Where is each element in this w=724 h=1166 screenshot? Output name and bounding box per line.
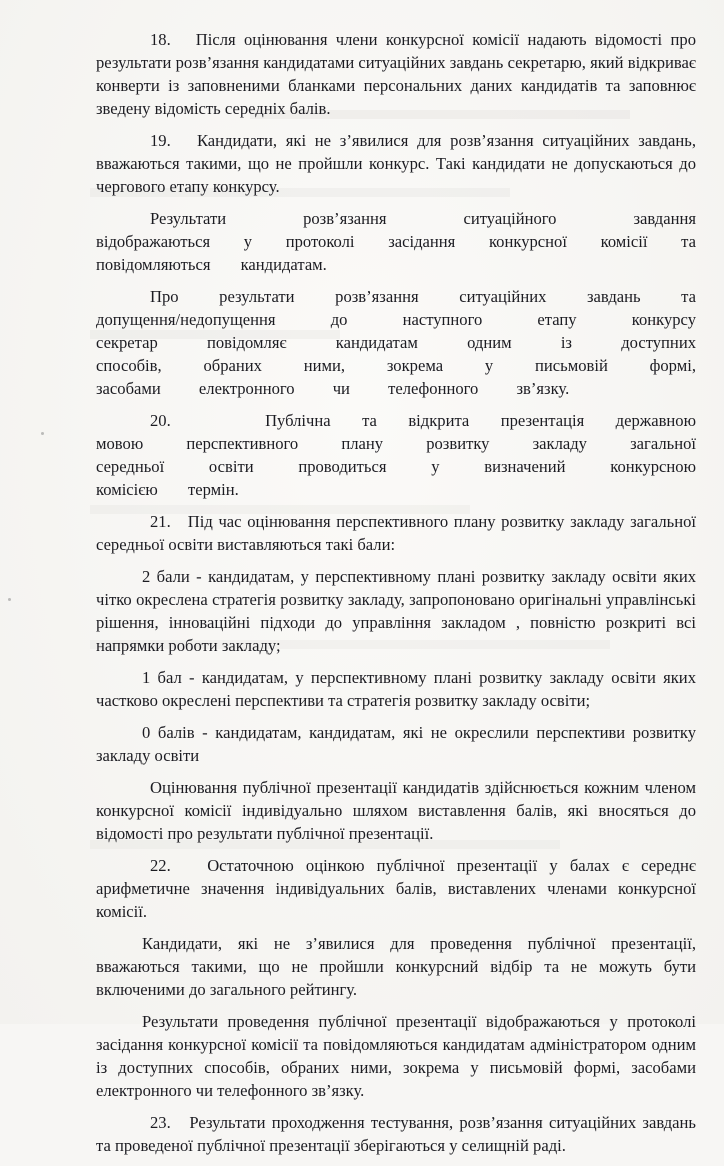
scan-speck [8,598,11,601]
paragraph-21: 21. Під час оцінювання перспективного плану розвитку закладу загальної середньої освіти виставляються такі бали: [96,512,696,554]
paragraph-notification: Про результати розв’язання ситуаційних завдань та допущення/недопущення до наступного етапу конкурсу секретар повідомляє кандидатам одним із доступних способів, обраних ними, зокрема у письмовій формі, засобами електронного чи телефонного зв’язку. [96,287,696,398]
paragraph-situational-results: Результати розв’язання ситуаційного завдання відображаються у протоколі засідання конкурсної комісії та повідомляються кандидатам. [96,209,696,274]
document-body [96,28,696,1166]
paragraph-20: 20. Публічна та відкрита презентація державною мовою перспективного плану розвитку закладу загальної середньої освіти проводиться у визначений конкурсною комісією термін. [96,411,696,499]
scan-speck [41,432,44,435]
paragraph-19: 19. Кандидати, які не з’явилися для розв’язання ситуаційних завдань, вважаються такими, що не пройшли конкурс. Такі кандидати не допускаються до чергового етапу конкурсу. [96,131,696,196]
paragraph-23: 23. Результати проходження тестування, розв’язання ситуаційних завдань та проведеної публічної презентації зберігаються у селищній раді. [96,1113,696,1155]
paragraph-22: 22. Остаточною оцінкою публічної презентації у балах є середнє арифметичне значення індивідуальних балів, виставлених членами конкурсної комісії. [96,856,696,921]
score-0-points: 0 балів - кандидатам, кандидатам, які не окреслили перспективи розвитку закладу освіти [96,723,696,765]
paragraph-presentation-results: Результати проведення публічної презентації відображаються у протоколі засідання конкурсної комісії та повідомляються кандидатам адміністратором одним із доступних способів, обраних ними, зокрема у письмовій формі, засобами електронного чи телефонного зв’язку. [96,1012,696,1100]
score-2-points: 2 бали - кандидатам, у перспективному плані розвитку закладу освіти яких чітко окреслена стратегія розвитку закладу, запропоновано оригінальні управлінські рішення, інноваційні підходи до управління закладом , повністю розкриті всі напрямки роботи закладу; [96,567,696,655]
paragraph-18: 18. Після оцінювання члени конкурсної комісії надають відомості про результати розв’язання кандидатами ситуаційних завдань секретарю, який відкриває конверти із заповненими бланками персональних даних кандидатів та заповнює зведену відомість середніх балів. [96,30,696,118]
paragraph-absent-candidates: Кандидати, які не з’явилися для проведення публічної презентації, вважаються такими, що не пройшли конкурсний відбір та не можуть бути включеними до загального рейтингу. [96,934,696,999]
paragraph-presentation-assessment: Оцінювання публічної презентації кандидатів здійснюється кожним членом конкурсної комісії індивідуально шляхом виставлення балів, які вносяться до відомості про результати публічної презентації. [96,778,696,843]
score-1-point: 1 бал - кандидатам, у перспективному плані розвитку закладу освіти яких частково окреслені перспективи та стратегія розвитку закладу освіти; [96,668,696,710]
